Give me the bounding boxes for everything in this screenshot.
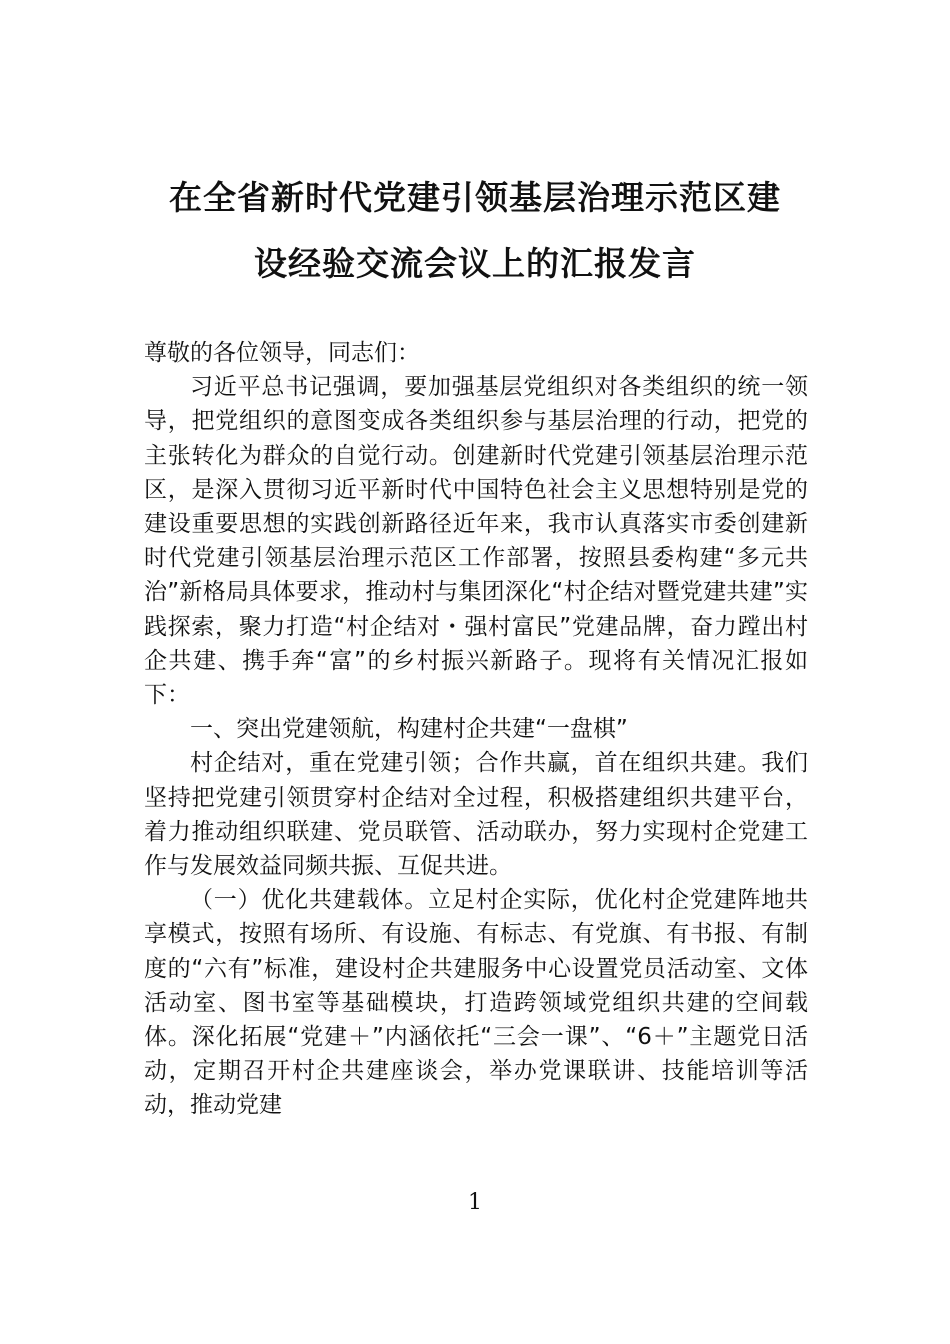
- document-body: [144, 336, 808, 1123]
- section-heading-1: 一、突出党建领航，构建村企共建“一盘棋”: [190, 716, 628, 743]
- document-title-line-2: 设经验交流会议上的汇报发言: [254, 244, 696, 283]
- document-title-line-1: 在全省新时代党建引领基层治理示范区建: [169, 178, 781, 217]
- body-paragraph-section-1: 村企结对，重在党建引领；合作共赢，首在组织共建。我们坚持把党建引领贯穿村企结对全过程，积极搭建组织共建平台，着力推动组织联建、党员联管、活动联办，努力实现村企党建工作与发展效益同频共振、互促共进。: [144, 750, 808, 880]
- page-number: 1: [468, 1190, 482, 1215]
- body-paragraph-intro: 习近平总书记强调，要加强基层党组织对各类组织的统一领导，把党组织的意图变成各类组织参与基层治理的行动，把党的主张转化为群众的自觉行动。创建新时代党建引领基层治理示范区，是深入贯彻习近平新时代中国特色社会主义思想特别是党的建设重要思想的实践创新路径近年来，我市认真落实市委创建新时代党建引领基层治理示范区工作部署，按照县委构建“多元共治”新格局具体要求，推动村与集团深化“村企结对暨党建共建”实践探索，聚力打造“村企结对・强村富民”党建品牌，奋力蹚出村企共建、携手奔“富”的乡村振兴新路子。现将有关情况汇报如下：: [144, 374, 808, 709]
- salutation: 尊敬的各位领导，同志们：: [144, 340, 420, 366]
- body-paragraph-subsection-1: （一）优化共建载体。立足村企实际，优化村企党建阵地共享模式，按照有场所、有设施、有标志、有党旗、有书报、有制度的“六有”标准，建设村企共建服务中心设置党员活动室、文体活动室、图书室等基础模块，打造跨领域党组织共建的空间载体。深化拓展“党建＋”内涵依托“三会一课”、“6＋”主题党日活动，定期召开村企共建座谈会，举办党课联讲、技能培训等活动，推动党建: [144, 887, 808, 1119]
